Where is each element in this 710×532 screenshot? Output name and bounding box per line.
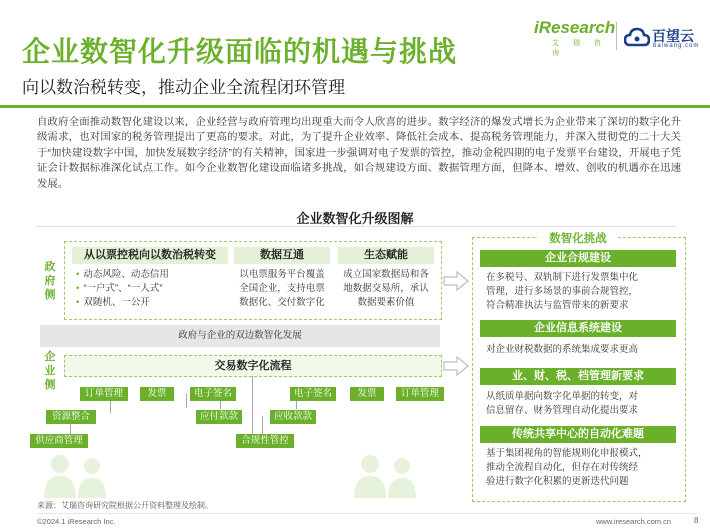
challenge-body-info-system: [486, 343, 672, 357]
flow-connector: [220, 401, 221, 409]
tag-esign-left: 电子签名: [190, 387, 236, 401]
gov-side-label: 政府侧: [44, 261, 56, 301]
page-title: 企业数智化升级面临的机遇与挑战: [22, 36, 458, 67]
challenge-line: 在多税号、双轨制下进行发票集中化: [486, 272, 639, 283]
gov-col1-item: • 动态风险、动态信用: [76, 268, 226, 282]
challenge-line: 信息留存、财务管理自动化提出要求: [486, 405, 639, 416]
challenge-head-compliance: 企业合规建设: [480, 250, 676, 267]
tag-invoice-left: 发票: [140, 387, 174, 401]
site-url: www.iresearch.com.cn: [596, 517, 672, 526]
challenge-line: 从纸质单据向数字化单据的转变，对: [486, 391, 639, 402]
flow-connector: [252, 376, 253, 434]
tag-order-mgmt-right: 订单管理: [396, 387, 444, 401]
flow-connector: [262, 416, 263, 434]
gov-col3-line: 成立国家数据局和各: [343, 269, 429, 280]
challenge-body-business-finance: [486, 390, 672, 418]
gov-col3-head: 生态赋能: [338, 247, 434, 264]
diagram-title-divider: [36, 226, 676, 227]
baiwang-logo-sub: baiwang.com: [653, 43, 700, 49]
gov-col1-item: • “一户式”、“一人式”: [76, 282, 226, 296]
tag-order-mgmt-left: 订单管理: [80, 387, 128, 401]
footer-divider: [37, 513, 697, 514]
challenges-title: 数智化挑战: [538, 230, 618, 246]
diagram-title: 企业数智化升级图解: [296, 211, 414, 226]
iresearch-logo-name: iResearch: [534, 18, 616, 37]
people-illustration: [30, 450, 450, 498]
tag-supplier-mgmt: 供应商管理: [30, 434, 88, 448]
challenge-line: 管理，进行多场景的事前合规管控，: [486, 286, 639, 297]
gov-col3-body: [334, 268, 438, 310]
challenge-body-compliance: [486, 271, 672, 313]
challenge-body-shared-center: [486, 447, 672, 489]
header-divider: [0, 105, 710, 108]
challenge-head-shared-center: 传统共享中心的自动化难题: [480, 426, 676, 443]
source-note: 来源：艾瑞咨询研究院根据公开资料整理及绘制。: [37, 501, 213, 510]
baiwang-logo-name: 百望云: [652, 28, 694, 44]
challenge-line: 符合精准执法与监管带来的新要求: [486, 300, 629, 311]
challenge-line: 验进行数字化积累的更新迭代问题: [486, 476, 629, 487]
gov-col2-line: 以电票服务平台覆盖: [239, 269, 325, 280]
page-number: 8: [694, 516, 699, 525]
tag-payable: 应付款款: [196, 410, 242, 424]
challenge-head-info-system: 企业信息系统建设: [480, 320, 676, 337]
gov-col2-line: 数据化、交付数字化: [239, 297, 325, 308]
baiwang-logo: [624, 24, 708, 54]
gov-col2-line: 全国企业，支持电票: [239, 283, 325, 294]
gov-col1-body: [76, 268, 226, 310]
cloud-icon: [624, 26, 650, 48]
tag-compliance-control: 合规性管控: [236, 434, 294, 448]
ent-side-label: 企业侧: [44, 351, 56, 391]
dual-development-band: 政府与企业的双边数智化发展: [40, 325, 440, 347]
copyright: ©2024.1 iResearch Inc.: [37, 517, 116, 526]
arrow-right-icon: [443, 356, 469, 376]
flow-connector: [110, 401, 111, 413]
gov-col1-item: • 双随机、一公开: [76, 296, 226, 310]
challenge-line: 推动全流程自动化，但存在对传统经: [486, 462, 639, 473]
iresearch-logo-cn: 艾 瑞 咨 询: [552, 40, 607, 57]
tag-resource-integration: 资源整合: [46, 410, 96, 424]
page-subtitle: 向以数治税转变，推动企业全流程闭环管理: [22, 78, 345, 97]
arrow-right-icon: [443, 271, 469, 291]
gov-col3-line: 数据要素价值: [357, 297, 415, 308]
flow-connector: [296, 401, 297, 409]
flow-connector: [186, 394, 187, 408]
iresearch-logo: [534, 18, 616, 57]
challenge-line: 对企业财税数据的系统集成要求更高: [486, 344, 639, 355]
challenge-line: 基于集团视角的智能规则化申报模式，: [486, 448, 648, 459]
challenge-head-business-finance: 业、财、税、档管理新要求: [480, 368, 676, 385]
gov-col3-line: 地数据交易所，承认: [343, 283, 429, 294]
tag-invoice-right: 发票: [350, 387, 384, 401]
tag-receivable: 应收款款: [270, 410, 316, 424]
tag-esign-right: 电子签名: [290, 387, 336, 401]
gov-col2-body: [230, 268, 334, 310]
ent-flow-title: 交易数字化流程: [64, 355, 442, 377]
gov-col1-head: 从以票控税向以数治税转变: [72, 247, 228, 264]
gov-col2-head: 数据互通: [234, 247, 330, 264]
logo-separator: [616, 22, 617, 50]
intro-paragraph: 自政府全面推动数智化建设以来，企业经营与政府管理均出现重大而令人欣喜的进步。数字经济的爆发式增长为企业带来了深切的数字化升级需求，也对国家的税务管理提出了更高的要求。对此，为了提升企业效率、降低社会成本、提高税务管理能力，并深入贯彻党的二十大关于“加快建设数字中国，加快发展数字经济”的有关精神，国家进一步强调对电子发票的管控，推动金税四期的电子发票平台建设，开展电子凭证会计数据标准深化试点工作。如今企业数智化建设面临诸多挑战，如合规建设方面、数据管理方面，但降本、增效、创收的机遇亦在迅速发展。: [37, 117, 681, 190]
